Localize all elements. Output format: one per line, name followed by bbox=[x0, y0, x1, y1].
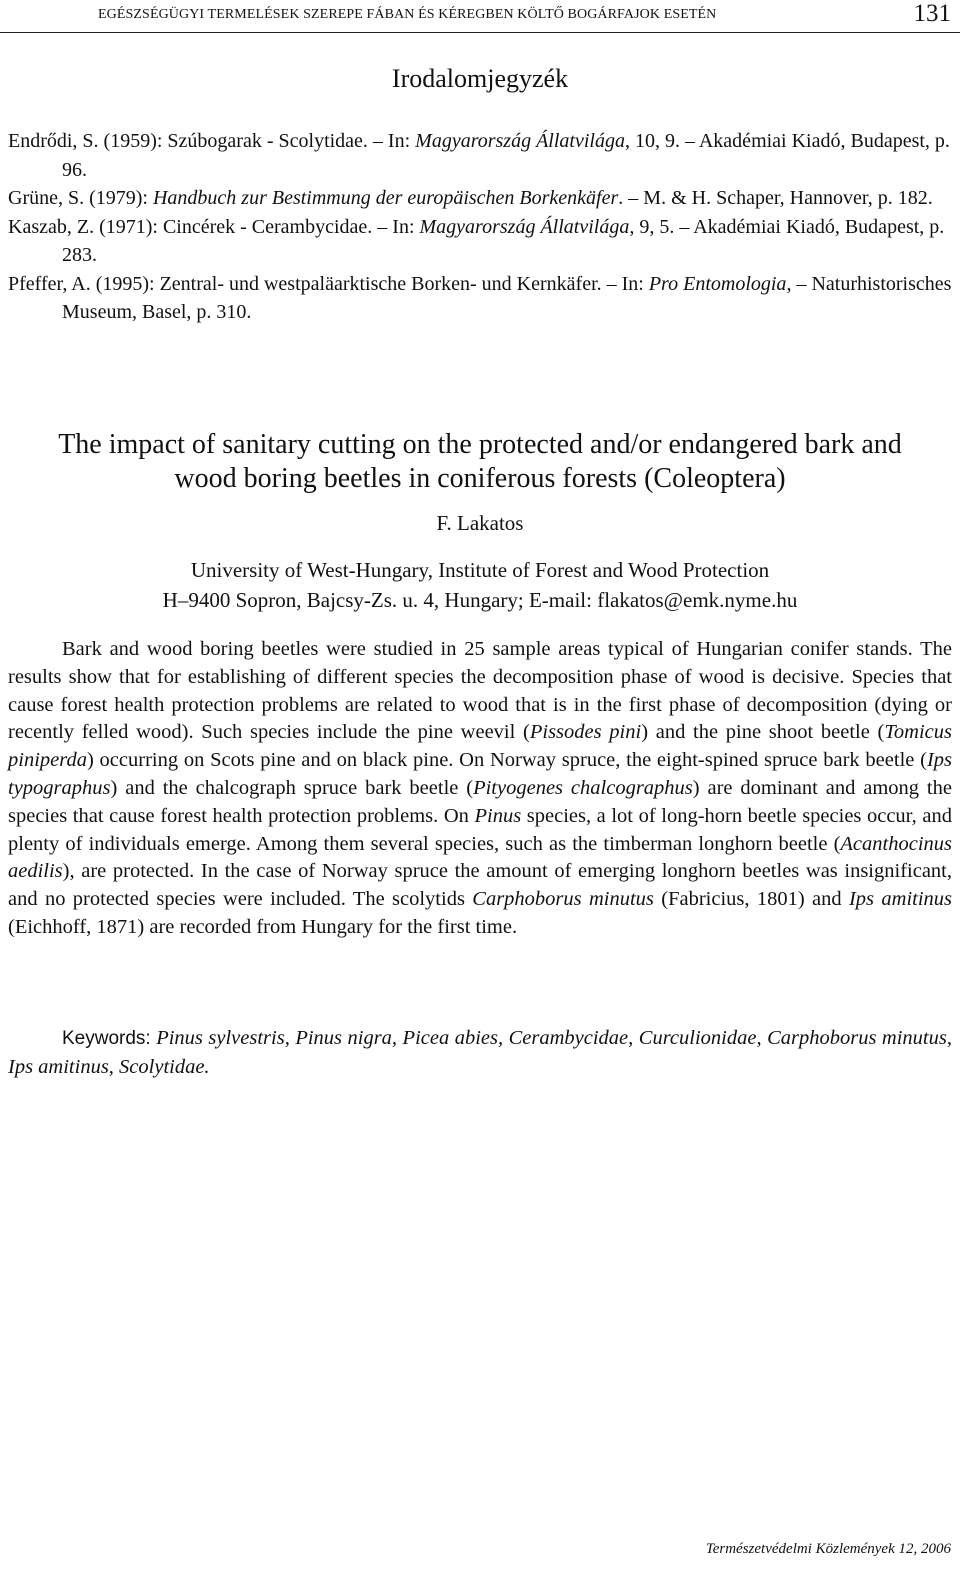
page-number: 131 bbox=[913, 0, 951, 27]
affiliation bbox=[0, 555, 960, 615]
author-name: F. Lakatos bbox=[436, 511, 524, 535]
running-title: EGÉSZSÉGÜGYI TERMELÉSEK SZEREPE FÁBAN ÉS KÉREGBEN KÖLTŐ BOGÁRFAJOK ESETÉN bbox=[98, 7, 717, 22]
keywords-label: Keywords: bbox=[62, 1028, 151, 1049]
paper-title bbox=[0, 428, 960, 496]
keywords bbox=[8, 1024, 952, 1081]
affiliation-line: H–9400 Sopron, Bajcsy-Zs. u. 4, Hungary; E-mail: flakatos@emk.nyme.hu bbox=[162, 588, 798, 612]
reference-item: Kaszab, Z. (1971): Cincérek - Cerambycidae. – In: Magyarország Állatvilága, 9, 5. – Akadémiai Kiadó, Budapest, p. 283. bbox=[8, 215, 945, 266]
journal-footer: Természetvédelmi Közlemények 12, 2006 bbox=[705, 1541, 951, 1557]
page-header bbox=[0, 0, 960, 33]
keywords-list: Pinus sylvestris, Pinus nigra, Picea abies, Cerambycidae, Curculionidae, Carphoborus minutus, Ips amitinus, Scolytidae. bbox=[8, 1027, 952, 1078]
paper-title-line: wood boring beetles in coniferous forests (Coleoptera) bbox=[174, 463, 786, 494]
affiliation-line: University of West-Hungary, Institute of Forest and Wood Protection bbox=[190, 558, 770, 582]
reference-list bbox=[8, 127, 952, 327]
paper-title-line: The impact of sanitary cutting on the protected and/or endangered bark and bbox=[58, 429, 902, 460]
references-heading: Irodalomjegyzék bbox=[391, 64, 569, 93]
abstract: Bark and wood boring beetles were studied in 25 sample areas typical of Hungarian conifer stands. The results show that for establishing of different species the decomposition phase of wood is decisive. Species that cause forest health protection problems are related to wood that is in the first phase of decomposition (dying or recently felled wood). Such species include the pine weevil (Pissodes pini) and the pine shoot beetle (Tomicus piniperda) occurring on Scots pine and on black pine. On Norway spruce, the eight-spined spruce bark beetle (Ips typographus) and the chalcograph spruce bark beetle (Pityogenes chalcographus) are dominant and among the species that cause forest health protection problems. On Pinus species, a lot of long-horn beetle species occur, and plenty of individuals emerge. Among them several species, such as the timberman longhorn beetle (Acanthocinus aedilis), are protected. In the case of Norway spruce the amount of emerging longhorn beetles was insignificant, and no protected species were included. The scolytids Carphoborus minutus (Fabricius, 1801) and Ips amitinus (Eichhoff, 1871) are recorded from Hungary for the first time. bbox=[8, 638, 953, 938]
reference-item: Grüne, S. (1979): Handbuch zur Bestimmung der europäischen Borkenkäfer. – M. & H. Schaper, Hannover, p. 182. bbox=[8, 187, 933, 209]
reference-item: Endrődi, S. (1959): Szúbogarak - Scolytidae. – In: Magyarország Állatvilága, 10, 9. – Akadémiai Kiadó, Budapest, p. 96. bbox=[8, 130, 950, 181]
reference-item: Pfeffer, A. (1995): Zentral- und westpaläarktische Borken- und Kernkäfer. – In: Pro Entomologia, – Naturhistorisches Museum, Basel, p. 310. bbox=[8, 272, 952, 323]
